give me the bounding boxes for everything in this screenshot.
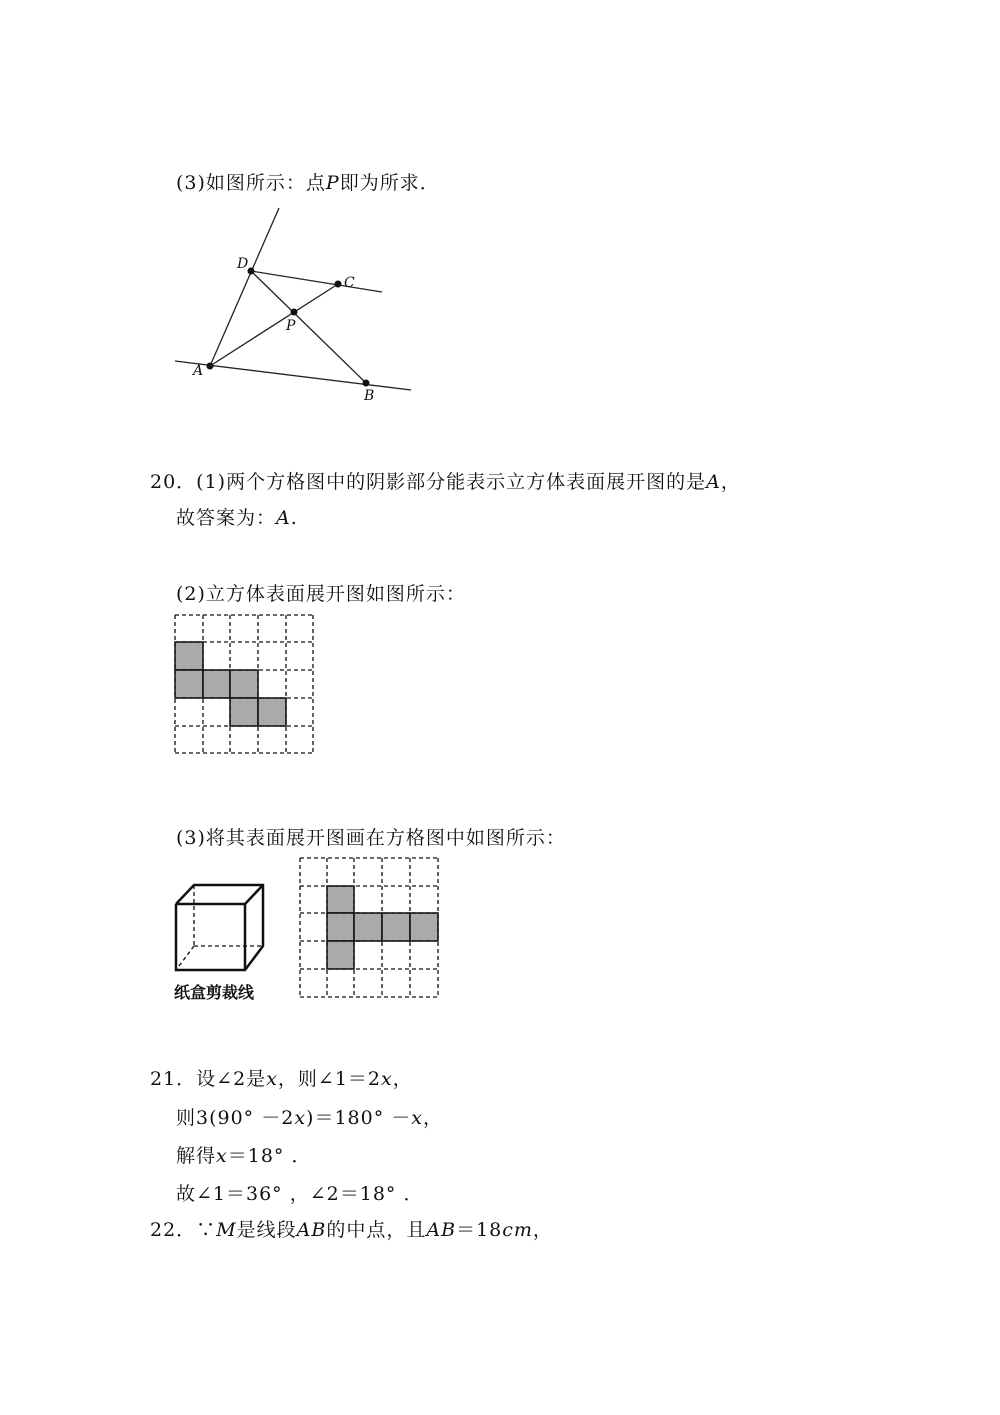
point-a (207, 363, 214, 370)
q20-line1: 20．(1)两个方格图中的阴影部分能表示立方体表面展开图的是A， (150, 471, 741, 493)
label-d: D (237, 256, 249, 272)
ray-line (210, 208, 279, 366)
label-a: A (193, 363, 204, 379)
label-b: B (364, 388, 375, 404)
segment-ac (210, 284, 338, 366)
point-c (335, 281, 342, 288)
q20-part3: (3)将其表面展开图画在方格图中如图所示： (176, 827, 566, 849)
q20-line2: 故答案为：A. (176, 507, 298, 529)
q21-line1: 21．设∠2是x，则∠1＝2x， (150, 1068, 413, 1090)
part3-geometry-text: (3)如图所示：点P即为所求． (176, 172, 440, 194)
q20-part2: (2)立方体表面展开图如图所示： (176, 583, 466, 605)
point-d (248, 268, 255, 275)
grid-net-figure-2 (295, 853, 445, 1003)
q21-line4: 故∠1＝36° ，∠2＝18° ． (176, 1183, 424, 1205)
q21-line2: 则3(90° －2x)＝180° －x， (176, 1107, 443, 1129)
grid-net-figure-1 (170, 610, 320, 760)
point-b (363, 380, 370, 387)
box-caption: 纸盒剪裁线 (174, 983, 255, 1002)
geometry-figure (170, 200, 420, 410)
label-p: P (286, 318, 296, 334)
point-p (291, 309, 298, 316)
q21-line3: 解得x＝18° ． (176, 1145, 312, 1167)
cube-figure (170, 875, 270, 975)
line-dc (251, 271, 382, 292)
label-c: C (344, 275, 355, 291)
q22-line1: 22．∵M是线段AB的中点，且AB＝18cm， (150, 1219, 553, 1241)
